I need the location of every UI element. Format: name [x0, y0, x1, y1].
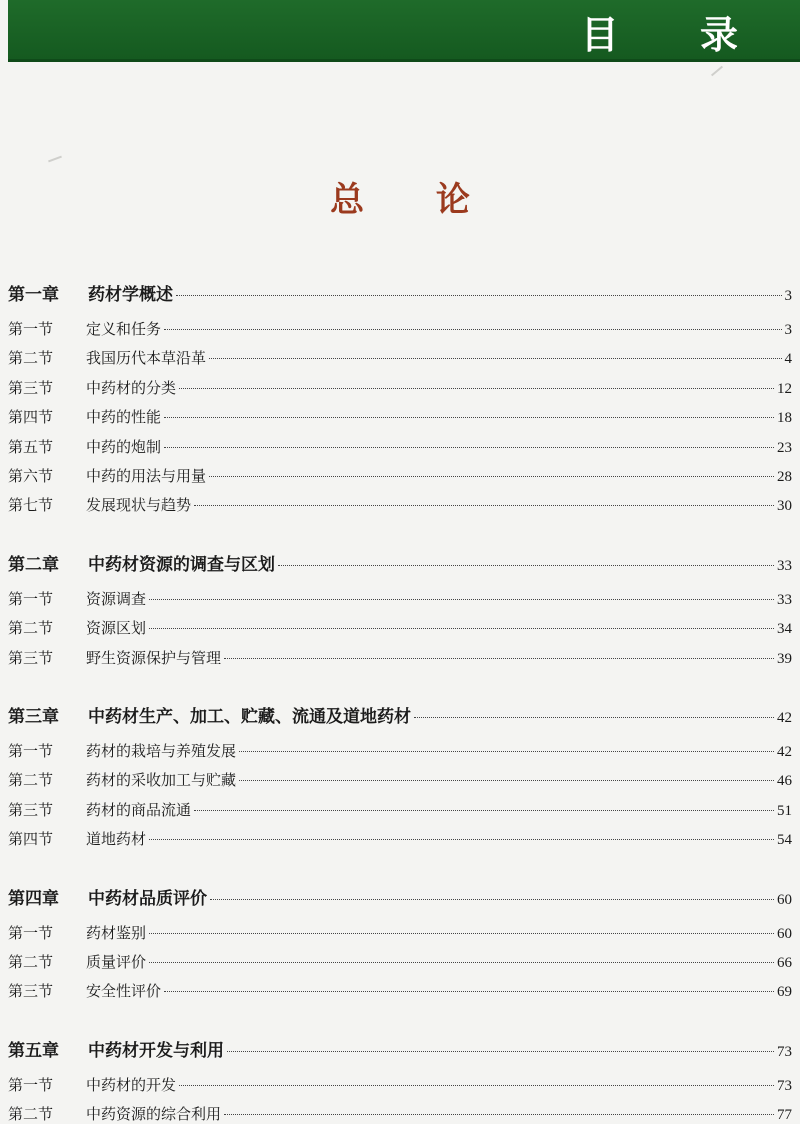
toc-section-page: 51: [777, 802, 792, 819]
toc-section-title: 药材的栽培与养殖发展: [86, 742, 237, 760]
toc-section[interactable]: [8, 588, 792, 609]
dot-leader: [239, 751, 774, 752]
toc-section-num: 第三节: [8, 648, 54, 667]
dot-leader: [176, 295, 782, 296]
dot-leader: [414, 717, 774, 718]
toc-chapter-page: 3: [784, 288, 792, 304]
toc-section[interactable]: [8, 951, 792, 972]
toc-section[interactable]: [8, 465, 792, 486]
toc-section-num: 第一节: [8, 742, 54, 760]
toc-section-title: 药材鉴别: [86, 923, 147, 942]
dot-leader: [179, 388, 774, 389]
dot-leader: [164, 329, 781, 330]
dot-leader: [209, 476, 774, 477]
toc-section-page: 18: [777, 410, 792, 427]
toc-section-num: 第二节: [8, 771, 54, 790]
toc-section-page: 60: [777, 925, 792, 942]
toc-chapter[interactable]: [8, 884, 792, 909]
toc-section-page: 77: [777, 1107, 792, 1124]
toc-chapter-page: 60: [777, 891, 792, 908]
toc-chapter[interactable]: [8, 1036, 792, 1061]
toc-section-title: 定义和任务: [86, 320, 162, 338]
toc-section[interactable]: [8, 436, 792, 457]
toc-section-num: 第四节: [8, 830, 54, 849]
toc-section-title: 药材的采收加工与贮藏: [86, 771, 237, 790]
toc-section-page: 34: [777, 621, 792, 638]
toc-section-num: 第三节: [8, 800, 54, 819]
dot-leader: [239, 780, 774, 781]
toc-section-title: 质量评价: [86, 953, 147, 971]
toc-section[interactable]: [8, 922, 792, 943]
toc-section-num: 第三节: [8, 378, 54, 397]
toc-section-num: 第一节: [8, 320, 54, 338]
toc-section[interactable]: [8, 1074, 792, 1095]
toc-chapter-title: 中药材资源的调查与区划: [88, 554, 275, 575]
section-title: 总 论: [330, 180, 500, 220]
toc-section-num: 第一节: [8, 589, 54, 608]
toc-section[interactable]: [8, 377, 792, 398]
toc-chapter-title: 药材学概述: [88, 285, 173, 305]
toc-section[interactable]: [8, 980, 792, 1001]
toc-chapter-title: 中药材开发与利用: [88, 1040, 224, 1061]
toc-section[interactable]: [8, 318, 792, 339]
toc-section-title: 中药的用法与用量: [86, 467, 207, 485]
toc-chapter-num: 第三章: [8, 707, 59, 727]
toc-section-title: 中药材的开发: [86, 1075, 177, 1094]
toc-section-title: 我国历代本草沿革: [86, 349, 207, 368]
dot-leader: [149, 839, 774, 840]
toc-section-num: 第七节: [8, 496, 54, 515]
toc-section[interactable]: [8, 647, 792, 668]
toc-section-title: 药材的商品流通: [86, 800, 192, 819]
toc-section-page: 3: [784, 322, 792, 338]
toc-section-num: 第二节: [8, 619, 54, 638]
toc-section-num: 第一节: [8, 1075, 54, 1094]
toc-section-page: 66: [777, 955, 792, 971]
page-title: 目 录: [580, 13, 772, 57]
dot-leader: [164, 417, 774, 418]
dot-leader: [278, 565, 774, 566]
toc-section-page: 54: [777, 832, 792, 849]
toc-section-title: 道地药材: [86, 830, 147, 849]
toc-section-page: 73: [777, 1077, 792, 1094]
dot-leader: [149, 599, 774, 600]
dot-leader: [149, 933, 774, 934]
toc-section-title: 中药材的分类: [86, 378, 177, 397]
toc-section-title: 中药的炮制: [86, 437, 162, 456]
toc-section[interactable]: [8, 828, 792, 849]
page-smudge: [48, 156, 62, 163]
toc-section[interactable]: [8, 799, 792, 820]
dot-leader: [179, 1085, 774, 1086]
page-smudge: [711, 66, 723, 77]
toc-section-page: 46: [777, 773, 792, 790]
dot-leader: [149, 628, 774, 629]
toc-chapter-page: 33: [777, 557, 792, 574]
toc-section-title: 发展现状与趋势: [86, 496, 192, 515]
toc-section-num: 第二节: [8, 349, 54, 368]
toc-section-page: 39: [777, 650, 792, 667]
toc-chapter-num: 第五章: [8, 1040, 59, 1061]
toc-section-page: 23: [777, 439, 792, 456]
toc-section-title: 野生资源保护与管理: [86, 648, 222, 667]
toc-section-title: 中药资源的综合利用: [86, 1105, 222, 1124]
toc-section[interactable]: [8, 740, 792, 761]
toc-section-title: 资源调查: [86, 589, 147, 608]
toc-chapter-title: 中药材品质评价: [88, 888, 207, 909]
toc-chapter[interactable]: [8, 702, 792, 727]
toc-chapter-num: 第四章: [8, 888, 59, 909]
toc-section-page: 12: [777, 380, 792, 397]
dot-leader: [164, 991, 774, 992]
toc-chapter-page: 42: [777, 710, 792, 726]
dot-leader: [227, 1051, 774, 1052]
toc-chapter-num: 第一章: [8, 285, 59, 305]
toc-section-title: 安全性评价: [86, 982, 162, 1001]
header-bar: [8, 0, 800, 62]
toc-section-page: 4: [784, 351, 792, 368]
toc-section[interactable]: [8, 494, 792, 515]
toc-section-num: 第六节: [8, 467, 54, 485]
toc-section[interactable]: [8, 347, 792, 368]
toc-chapter-title: 中药材生产、加工、贮藏、流通及道地药材: [88, 707, 411, 727]
toc-section-page: 28: [777, 469, 792, 485]
toc-section-page: 69: [777, 984, 792, 1001]
dot-leader: [224, 658, 774, 659]
dot-leader: [210, 899, 774, 900]
toc-section[interactable]: [8, 406, 792, 427]
dot-leader: [194, 505, 774, 506]
toc-section[interactable]: [8, 769, 792, 790]
toc-section-page: 33: [777, 591, 792, 608]
toc-section-num: 第四节: [8, 408, 54, 427]
dot-leader: [164, 447, 774, 448]
toc-chapter-page: 73: [777, 1043, 792, 1060]
dot-leader: [224, 1114, 774, 1115]
toc-chapter[interactable]: [8, 280, 792, 305]
dot-leader: [194, 810, 774, 811]
toc-chapter-num: 第二章: [8, 554, 59, 575]
toc-section-page: 30: [777, 498, 792, 515]
toc-section-num: 第二节: [8, 1105, 54, 1124]
toc-section-num: 第五节: [8, 437, 54, 456]
dot-leader: [209, 358, 781, 359]
toc-section-num: 第二节: [8, 953, 54, 971]
toc-section-num: 第三节: [8, 982, 54, 1001]
toc-section-title: 资源区划: [86, 619, 147, 638]
toc-chapter[interactable]: [8, 550, 792, 575]
toc-section-title: 中药的性能: [86, 408, 162, 427]
toc-section-num: 第一节: [8, 923, 54, 942]
dot-leader: [149, 962, 774, 963]
toc-section-page: 42: [777, 744, 792, 760]
toc-section[interactable]: [8, 617, 792, 638]
